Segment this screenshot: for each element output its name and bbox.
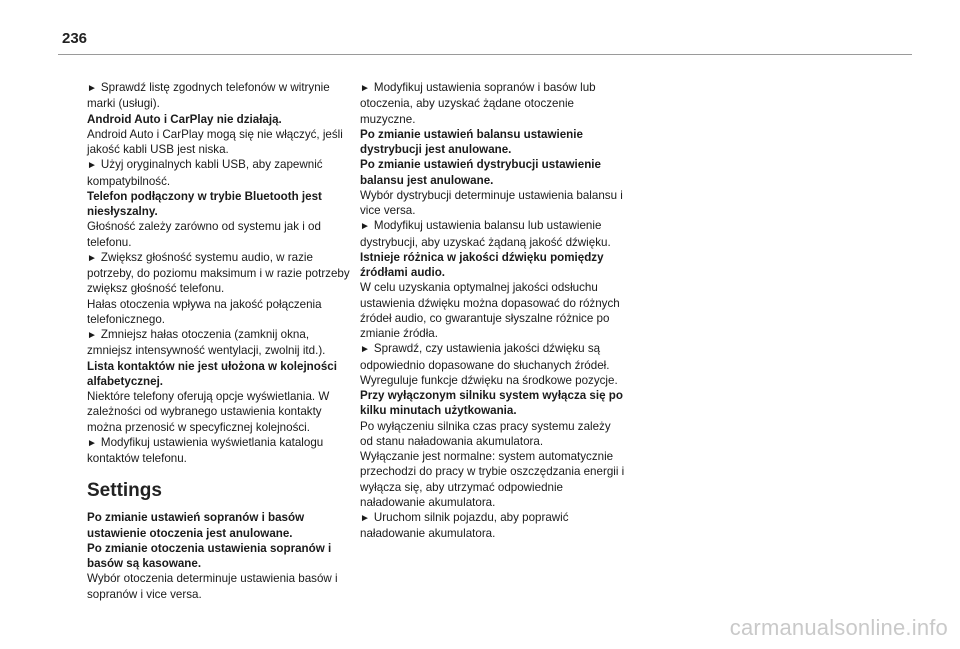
paragraph: Po wyłączeniu silnika czas pracy systemu zależy od stanu naładowania akumulatora. (360, 419, 611, 448)
bullet-arrow-icon: ► (87, 160, 97, 172)
page-number: 236 (62, 30, 88, 47)
problem-heading: Po zmianie otoczenia ustawienia sopranów i basów są kasowane. (87, 541, 332, 570)
paragraph-text: Użyj oryginalnych kabli USB, aby zapewnić kompatybilność. (87, 158, 323, 188)
bullet-paragraph (360, 510, 625, 542)
paragraph-text: Sprawdź listę zgodnych telefonów w witrynie marki (usługi). (87, 81, 330, 111)
paragraph-text: Modyfikuj ustawienia sopranów i basów lub otoczenia, aby uzyskać żądane otoczenie muzyczne. (360, 81, 596, 126)
problem-heading: Lista kontaktów nie jest ułożona w kolejności alfabetycznej. (87, 359, 337, 388)
problem-heading: Po zmianie ustawień dystrybucji ustawienie balansu jest anulowane. (360, 158, 601, 187)
paragraph: Głośność zależy zarówno od systemu jak i od telefonu. (87, 220, 321, 249)
problem-heading: Po zmianie ustawień sopranów i basów ustawienie otoczenia jest anulowane. (87, 511, 305, 540)
paragraph: W celu uzyskania optymalnej jakości odsłuchu ustawienia dźwięku można dopasować do różnych źródeł audio, co gwarantuje słyszalne różnice po zmianie źródła. (360, 281, 620, 340)
paragraph: Wybór dystrybucji determinuje ustawienia balansu i vice versa. (360, 188, 623, 217)
paragraph-text: Uruchom silnik pojazdu, aby poprawić naładowanie akumulatora. (360, 511, 569, 541)
bullet-arrow-icon: ► (87, 330, 97, 341)
problem-heading: Android Auto i CarPlay nie działają. (87, 112, 282, 126)
paragraph: Niektóre telefony oferują opcje wyświetlania. W zależności od wybranego ustawienia kontakty można przenosić w specyficznej kolejności. (87, 390, 330, 434)
problem-heading: Telefon podłączony w trybie Bluetooth jest niesłyszalny. (87, 189, 322, 218)
bullet-arrow-icon: ► (87, 437, 97, 449)
paragraph-text: Modyfikuj ustawienia balansu lub ustawienie dystrybucji, aby uzyskać żądaną jakość dźwięku. (360, 219, 611, 249)
bullet-arrow-icon: ► (360, 221, 370, 233)
bullet-paragraph (360, 80, 625, 127)
bullet-paragraph (87, 250, 357, 297)
problem-heading: Istnieje różnica w jakości dźwięku pomiędzy źródłami audio. (360, 250, 604, 279)
bullet-arrow-icon: ► (87, 83, 97, 94)
watermark-text: carmanualsonline.info (729, 615, 948, 640)
header-divider (58, 54, 912, 55)
bullet-arrow-icon: ► (360, 83, 370, 94)
right-column (360, 80, 625, 542)
bullet-paragraph (87, 157, 357, 189)
paragraph: Android Auto i CarPlay mogą się nie włączyć, jeśli jakość kabli USB jest niska. (87, 127, 343, 156)
paragraph: Wybór otoczenia determinuje ustawienia basów i sopranów i vice versa. (87, 572, 338, 601)
section-title-settings: Settings (87, 480, 162, 502)
problem-heading: Przy wyłączonym silniku system wyłącza się po kilku minutach użytkowania. (360, 389, 623, 418)
paragraph-text: Modyfikuj ustawienia wyświetlania katalogu kontaktów telefonu. (87, 435, 324, 465)
bullet-arrow-icon: ► (87, 252, 97, 264)
bullet-arrow-icon: ► (360, 344, 370, 356)
paragraph: Wyłączanie jest normalne: system automatycznie przechodzi do pracy w trybie oszczędzania energii i wyłącza się, aby utrzymać odpowiednie naładowanie akumulatora. (360, 450, 625, 509)
problem-heading: Po zmianie ustawień balansu ustawienie dystrybucji jest anulowane. (360, 127, 583, 156)
bullet-paragraph (360, 218, 625, 250)
bullet-arrow-icon: ► (360, 513, 370, 524)
paragraph-text: Zwiększ głośność systemu audio, w razie potrzeby, do poziomu maksimum i w razie potrzeby zwiększ głośność telefonu. (87, 250, 350, 296)
paragraph-text: Sprawdź, czy ustawienia jakości dźwięku są odpowiednio dopasowane do słuchanych źródeł. Wyreguluje funkcje dźwięku na środkowe pozycje. (360, 342, 618, 387)
paragraph: Hałas otoczenia wpływa na jakość połączenia telefonicznego. (87, 297, 322, 326)
bullet-paragraph (360, 341, 625, 388)
bullet-paragraph (87, 327, 357, 359)
left-column (87, 80, 357, 602)
paragraph-text: Zmniejsz hałas otoczenia (zamknij okna, zmniejsz intensywność wentylacji, zwolnij itd.). (87, 328, 326, 358)
bullet-paragraph (87, 80, 357, 112)
bullet-paragraph (87, 435, 357, 467)
